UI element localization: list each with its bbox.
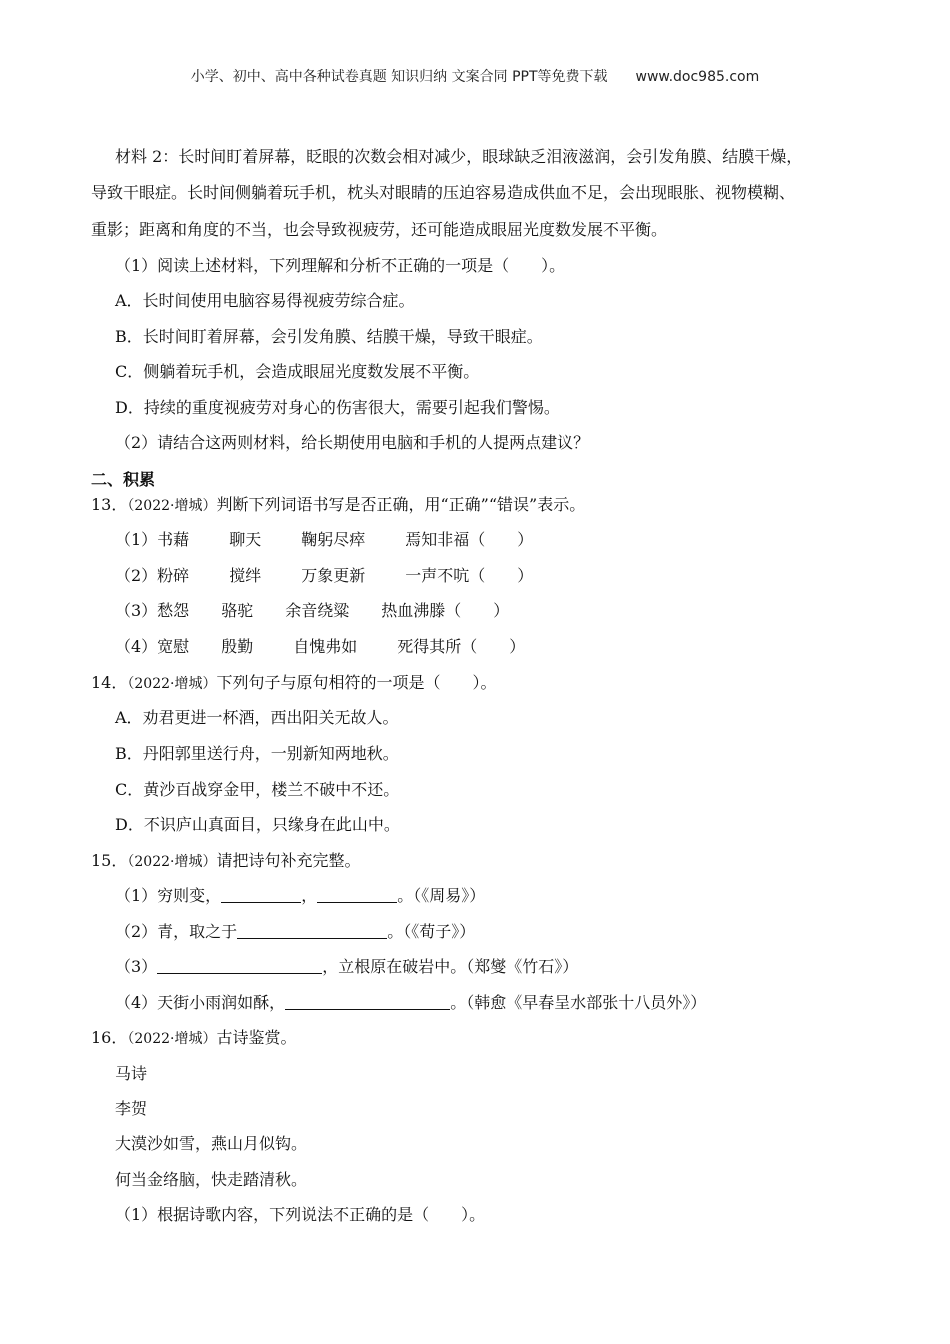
q15-stem: [91, 851, 360, 872]
q12-sub1: （1）阅读上述材料，下列理解和分析不正确的一项是（ ）。: [115, 256, 566, 275]
q13-word: 自愧弗如: [293, 637, 358, 656]
q13-row-4: [115, 637, 525, 657]
q15-text: 。（韩愈《早春呈水部张十八员外》）: [450, 993, 707, 1012]
q13-word: （3）愁怨: [115, 601, 190, 620]
section-title: 二、积累: [91, 470, 156, 489]
poem-line-1: 大漠沙如雪，燕山月似钩。: [115, 1134, 308, 1153]
q14-text: 下列句子与原句相符的一项是（ ）。: [216, 673, 497, 692]
q13-word: 死得其所（ ）: [397, 637, 526, 656]
material2-line-1: 材料 2：长时间盯着屏幕，眨眼的次数会相对减少，眼球缺乏泪液滋润，会引发角膜、结膜干燥，: [115, 147, 803, 166]
q13-word: 殷勤: [221, 637, 254, 656]
q12-option-d: D．持续的重度视疲劳对身心的伤害很大，需要引起我们警惕。: [115, 398, 560, 417]
q15-text: （2）青，取之于: [115, 922, 238, 941]
poem-line-2: 何当金络脑，快走踏清秋。: [115, 1170, 308, 1189]
header-site: www.doc985.com: [635, 69, 760, 85]
q15-text: 请把诗句补充完整。: [216, 851, 361, 870]
q13-row-1: [115, 530, 533, 550]
q13-word: 余音绕粱: [285, 601, 350, 620]
q12-option-b: B．长时间盯着屏幕，会引发角膜、结膜干燥，导致干眼症。: [115, 327, 543, 346]
fill-blank[interactable]: [157, 957, 322, 974]
q16-sub1: （1）根据诗歌内容，下列说法不正确的是（ ）。: [115, 1205, 486, 1224]
q15-text: （1）穷则变，: [115, 886, 222, 905]
q14-stem: [91, 673, 496, 694]
q13-text: 判断下列词语书写是否正确，用“正确”“错误”表示。: [216, 495, 586, 514]
q14-source: （2022·增城）: [127, 676, 217, 692]
q15-text: 。（《荀子》）: [387, 922, 476, 941]
header-text: 小学、初中、高中各种试卷真题 知识归纳 文案合同 PPT等免费下载: [190, 69, 608, 85]
q13-word: 一声不吭（ ）: [405, 566, 534, 585]
q13-word: 骆驼: [221, 601, 254, 620]
fill-blank[interactable]: [237, 922, 387, 939]
poem-author: 李贺: [115, 1099, 148, 1118]
material2-line-3: 重影；距离和角度的不当，也会导致视疲劳，还可能造成眼屈光度数发展不平衡。: [91, 220, 668, 239]
q13-word: （4）宽慰: [115, 637, 190, 656]
q13-word: 聊天: [229, 530, 262, 549]
material2-line-2: 导致干眼症。长时间侧躺着玩手机，枕头对眼睛的压迫容易造成供血不足，会出现眼胀、视物模糊、: [91, 183, 796, 202]
q13-word: 鞠躬尽瘁: [301, 530, 366, 549]
q15-line-4: [115, 993, 706, 1013]
q15-text: 。（《周易》）: [397, 886, 486, 905]
q16-number: 16．: [91, 1028, 128, 1047]
q13-word: 焉知非福（ ）: [405, 530, 534, 549]
q13-word: 万象更新: [301, 566, 366, 585]
fill-blank[interactable]: [285, 993, 450, 1010]
q12-sub2: （2）请结合这两则材料，给长期使用电脑和手机的人提两点建议？: [115, 433, 590, 452]
q14-option-d: D．不识庐山真面目，只缘身在此山中。: [115, 815, 400, 834]
q15-text: ，立根原在破岩中。（郑燮《竹石》）: [322, 957, 579, 976]
q13-word: 搅绊: [229, 566, 262, 585]
q12-option-c: C．侧躺着玩手机，会造成眼屈光度数发展不平衡。: [115, 362, 480, 381]
q13-row-3: [115, 601, 509, 621]
q12-option-a: A．长时间使用电脑容易得视疲劳综合症。: [115, 291, 415, 310]
q13-word: （2）粉碎: [115, 566, 190, 585]
q15-text: ，: [301, 886, 318, 905]
q15-number: 15．: [91, 851, 128, 870]
fill-blank[interactable]: [221, 886, 301, 903]
q15-text: （4）天街小雨润如酥，: [115, 993, 286, 1012]
q16-source: （2022·增城）: [127, 1031, 217, 1047]
q13-number: 13．: [91, 495, 128, 514]
q16-stem: [91, 1028, 296, 1049]
q15-line-3: [115, 957, 578, 977]
q16-text: 古诗鉴赏。: [216, 1028, 297, 1047]
q13-row-2: [115, 566, 533, 586]
q15-line-1: [115, 886, 485, 906]
fill-blank[interactable]: [317, 886, 397, 903]
page-header: [0, 66, 950, 86]
q15-line-2: [115, 922, 475, 942]
q13-stem: [91, 495, 585, 516]
q13-word: 热血沸滕（ ）: [381, 601, 510, 620]
q13-source: （2022·增城）: [127, 498, 217, 514]
q15-text: （3）: [115, 957, 158, 976]
q14-option-b: B．丹阳郭里送行舟，一别新知两地秋。: [115, 744, 399, 763]
poem-title: 马诗: [115, 1064, 148, 1083]
q14-option-a: A．劝君更进一杯酒，西出阳关无故人。: [115, 708, 399, 727]
q13-word: （1）书藉: [115, 530, 190, 549]
q14-option-c: C．黄沙百战穿金甲，楼兰不破中不还。: [115, 780, 400, 799]
q14-number: 14．: [91, 673, 128, 692]
q15-source: （2022·增城）: [127, 854, 217, 870]
